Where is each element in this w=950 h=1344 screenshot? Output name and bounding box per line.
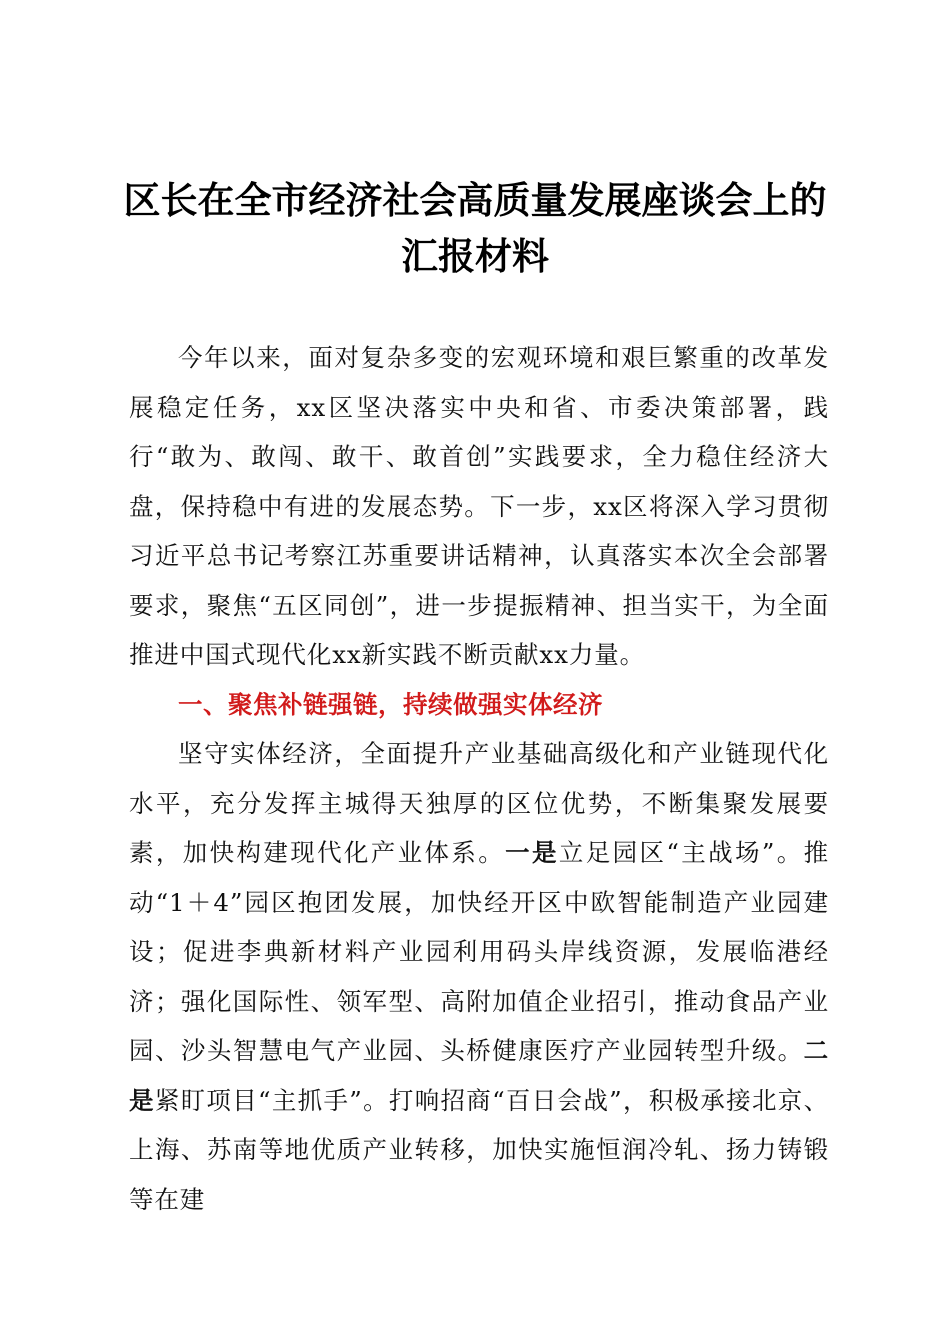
- document-body: [129, 333, 829, 1224]
- point-one-text: 立足园区“主战场”。推动“1＋4”园区抱团发展，加快经开区中欧智能制造产业园建设；促进李典新材料产业园利用码头岸线资源，发展临港经济；强化国际性、领军型、高附加值企业招引，推动食品产业园、沙头智慧电气产业园、头桥健康医疗产业园转型升级。: [129, 838, 829, 1065]
- intro-paragraph: 今年以来，面对复杂多变的宏观环境和艰巨繁重的改革发展稳定任务，xx区坚决落实中央和省、市委决策部署，践行“敢为、敢闯、敢干、敢首创”实践要求，全力稳住经济大盘，保持稳中有进的发展态势。下一步，xx区将深入学习贯彻习近平总书记考察江苏重要讲话精神，认真落实本次全会部署要求，聚焦“五区同创”，进一步提振精神、担当实干，为全面推进中国式现代化xx新实践不断贡献xx力量。: [129, 343, 829, 669]
- section-heading: 一、聚焦补链强链，持续做强实体经济: [178, 689, 603, 719]
- point-two-label: 二是: [129, 1036, 829, 1115]
- section-paragraph: [129, 729, 829, 1224]
- point-one-label: 一是: [505, 838, 559, 867]
- section-lead-text: 坚守实体经济，全面提升产业基础高级化和产业链现代化水平，充分发挥主城得天独厚的区位优势，不断集聚发展要素，加快构建现代化产业体系。: [129, 739, 829, 867]
- document-title: 区长在全市经济社会高质量发展座谈会上的汇报材料: [123, 178, 827, 278]
- point-two-text: 紧盯项目“主抓手”。打响招商“百日会战”，积极承接北京、上海、苏南等地优质产业转移，加快实施恒润冷轧、扬力铸锻等在建: [129, 1085, 829, 1214]
